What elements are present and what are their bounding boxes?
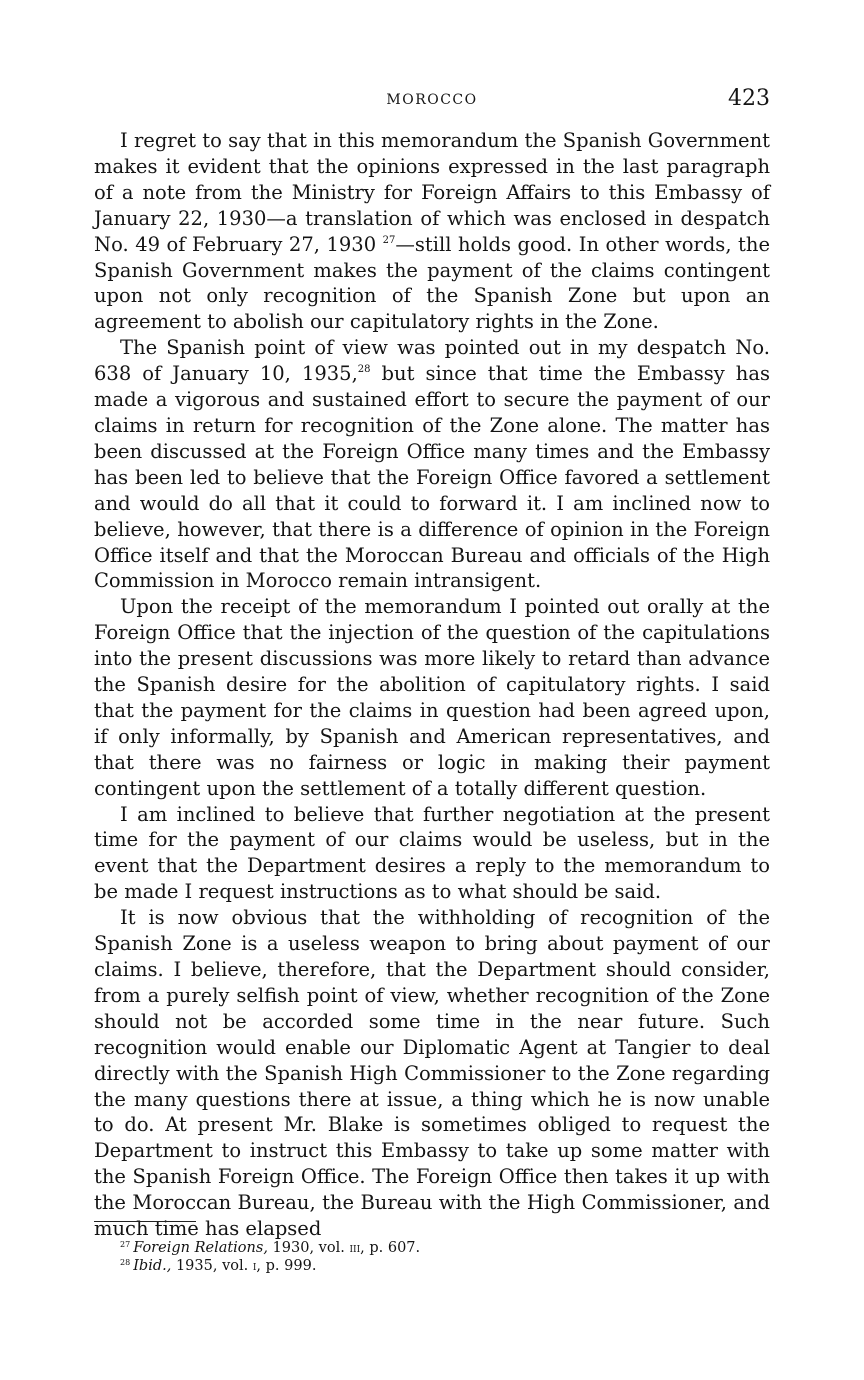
footnote-reference: 27: [382, 234, 396, 246]
paragraph: [94, 335, 770, 594]
footnote: [120, 1240, 420, 1258]
paragraph: I am inclined to believe that further negotiation at the present time for the payment of our claims would be useless, but in the event that the Department desires a reply to the memorandum to be made I request instructions as to what should be said.: [94, 802, 770, 904]
footnote-title: Foreign Relations,: [133, 1240, 268, 1256]
footnote: [120, 1258, 420, 1276]
paragraph-text: but since that time the Embassy has made a vigorous and sustained effort to secure the payment of our claims in return for recognition of the Zone alone. The matter has been discussed at the Foreign Office many times and the Embassy has been led to believe that the Foreign Office favored a settlement and would do all that it could to forward it. I am inclined now to believe, however, that there is a difference of opinion in the Foreign Office itself and that the Moroccan Bureau and officials of the High Commission in Morocco remain intransigent.: [94, 362, 770, 593]
paragraph-text: —still holds good. In other words, the Spanish Government makes the payment of the claims contingent upon not only recognition of the Spanish Zone but upon an agreement to abolish our capitulatory rights in the Zone.: [94, 232, 770, 334]
paragraph-text: The Spanish point of view was pointed out in my despatch No. 638 of January 10, 1935,: [94, 336, 770, 386]
footnote-reference: 28: [357, 364, 371, 376]
footnote-volume: iii: [349, 1241, 361, 1256]
running-header: [94, 88, 770, 112]
running-title: MOROCCO: [386, 92, 478, 108]
footnote-text: , p. 999.: [256, 1257, 317, 1274]
footnote-text: 1935, vol.: [171, 1257, 253, 1274]
footnote-text: , p. 607.: [360, 1240, 421, 1256]
footnote-marker: 27: [120, 1240, 131, 1249]
page-number: 423: [728, 86, 770, 111]
paragraph: [94, 128, 770, 335]
paragraph: Upon the receipt of the memorandum I pointed out orally at the Foreign Office that the injection of the question of the capitulations into the present discussions was more likely to retard than advance the Spanish desire for the abolition of capitulatory rights. I said that the payment for the claims in question had been agreed upon, if only informally, by Spanish and American representatives, and that there was no fairness or logic in making their payment contingent upon the settlement of a totally different question.: [94, 595, 770, 800]
paragraph-text: I regret to say that in this memorandum the Spanish Government makes it evident that the opinions expressed in the last paragraph of a note from the Ministry for Foreign Affairs to this Embassy of January 22, 1930—a translation of which was enclosed in despatch No. 49 of February 27, 1930: [94, 129, 770, 256]
footnote-volume: i: [252, 1258, 257, 1274]
footnote-title: Ibid.,: [133, 1257, 172, 1274]
footnote-marker: 28: [120, 1257, 131, 1267]
footnote-divider: [94, 1221, 196, 1222]
paragraph: It is now obvious that the withholding of recognition of the Spanish Zone is a useless weapon to bring about payment of our claims. I believe, therefore, that the Department should consider, from a purely selfish point of view, whether recognition of the Zone should not be accorded some time in the near future. Such recognition would enable our Diplomatic Agent at Tangier to deal directly with the Spanish High Commissioner to the Zone regarding the many questions there at issue, a thing which he is now unable to do. At present Mr. Blake is sometimes obliged to request the Department to instruct this Embassy to take up some matter with the Spanish Foreign Office. The Foreign Office then takes it up with the Moroccan Bureau, the Bureau with the High Commissioner, and much time has elapsed: [94, 906, 770, 1241]
body-text: [94, 128, 770, 1242]
footnote-text: 1930, vol.: [267, 1240, 350, 1256]
footnotes: [120, 1240, 420, 1275]
